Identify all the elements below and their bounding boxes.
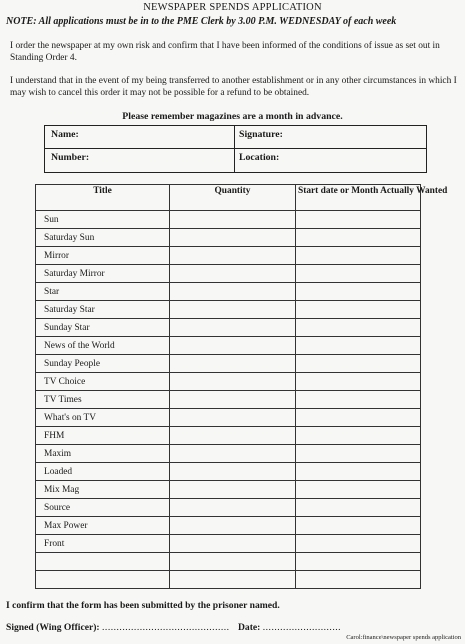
magazine-reminder: Please remember magazines are a month in advance. (122, 111, 343, 122)
table-row (36, 265, 421, 283)
table-row (36, 571, 421, 589)
publication-title-cell: TV Choice (36, 373, 170, 391)
quantity-cell[interactable] (170, 337, 296, 355)
file-reference: Carol:finance\newspaper spends application (346, 634, 461, 641)
publication-title-cell: FHM (36, 427, 170, 445)
publication-title-cell: What's on TV (36, 409, 170, 427)
publication-title-cell: Mix Mag (36, 481, 170, 499)
start-date-cell[interactable] (296, 265, 421, 283)
quantity-cell[interactable] (170, 211, 296, 229)
table-row (36, 535, 421, 553)
table-row (36, 481, 421, 499)
start-date-cell[interactable] (296, 571, 421, 589)
signed-label: Signed (Wing Officer): (6, 622, 100, 633)
start-date-cell[interactable] (296, 319, 421, 337)
table-row (36, 553, 421, 571)
quantity-cell[interactable] (170, 247, 296, 265)
start-date-cell[interactable] (296, 283, 421, 301)
quantity-cell[interactable] (170, 283, 296, 301)
publication-title-cell: Saturday Star (36, 301, 170, 319)
quantity-cell[interactable] (170, 499, 296, 517)
start-date-cell[interactable] (296, 247, 421, 265)
publication-title-cell: Mirror (36, 247, 170, 265)
signature-line (6, 622, 341, 633)
publication-title-cell: Sunday People (36, 355, 170, 373)
title-column-header: Title (36, 185, 170, 211)
table-row (36, 337, 421, 355)
divider-horizontal (45, 148, 426, 149)
refund-paragraph: I understand that in the event of my being transferred to another establishment or in any other circumstances in which I may wish to cancel this order it may not be possible for a refund to be obtained. (10, 76, 457, 98)
start-date-cell[interactable] (296, 517, 421, 535)
quantity-cell[interactable] (170, 445, 296, 463)
publication-title-cell: Max Power (36, 517, 170, 535)
table-row (36, 355, 421, 373)
start-date-cell[interactable] (296, 337, 421, 355)
table-row (36, 373, 421, 391)
quantity-cell[interactable] (170, 427, 296, 445)
table-row (36, 247, 421, 265)
start-date-cell[interactable] (296, 301, 421, 319)
start-date-cell[interactable] (296, 463, 421, 481)
quantity-cell[interactable] (170, 463, 296, 481)
signed-dots: ............................................ (102, 622, 230, 633)
table-row (36, 499, 421, 517)
quantity-cell[interactable] (170, 481, 296, 499)
start-date-cell[interactable] (296, 211, 421, 229)
start-date-cell[interactable] (296, 553, 421, 571)
confirmation-statement: I confirm that the form has been submitted by the prisoner named. (6, 600, 280, 611)
table-header-row (36, 185, 421, 211)
start-date-cell[interactable] (296, 427, 421, 445)
number-label: Number: (51, 152, 90, 163)
quantity-cell[interactable] (170, 319, 296, 337)
date-label: Date: (237, 622, 261, 633)
quantity-cell[interactable] (170, 535, 296, 553)
order-table (35, 184, 448, 589)
table-row (36, 409, 421, 427)
start-date-column-header: Start date or Month Actually Wanted (296, 185, 421, 211)
publication-title-cell (36, 571, 170, 589)
table-row (36, 283, 421, 301)
publication-title-cell: News of the World (36, 337, 170, 355)
quantity-cell[interactable] (170, 355, 296, 373)
start-date-cell[interactable] (296, 373, 421, 391)
table-row (36, 517, 421, 535)
quantity-cell[interactable] (170, 553, 296, 571)
publication-title-cell: Saturday Mirror (36, 265, 170, 283)
table-row (36, 427, 421, 445)
quantity-cell[interactable] (170, 571, 296, 589)
publication-title-cell (36, 553, 170, 571)
name-label: Name: (51, 129, 79, 140)
publication-title-cell: Saturday Sun (36, 229, 170, 247)
deadline-note: NOTE: All applications must be in to the PME Clerk by 3.00 P.M. WEDNESDAY of each week (6, 16, 397, 27)
table-row (36, 445, 421, 463)
start-date-cell[interactable] (296, 229, 421, 247)
start-date-cell[interactable] (296, 355, 421, 373)
quantity-cell[interactable] (170, 229, 296, 247)
start-date-cell[interactable] (296, 535, 421, 553)
table-row (36, 211, 421, 229)
publication-title-cell: Star (36, 283, 170, 301)
quantity-column-header: Quantity (170, 185, 296, 211)
start-date-cell[interactable] (296, 391, 421, 409)
divider-vertical (234, 126, 235, 172)
publication-title-cell: TV Times (36, 391, 170, 409)
location-label: Location: (239, 152, 280, 163)
date-dots: ........................... (262, 622, 342, 633)
quantity-cell[interactable] (170, 517, 296, 535)
signature-label: Signature: (239, 129, 283, 140)
table-row (36, 229, 421, 247)
form-title: NEWSPAPER SPENDS APPLICATION (143, 2, 322, 13)
start-date-cell[interactable] (296, 499, 421, 517)
quantity-cell[interactable] (170, 301, 296, 319)
publication-title-cell: Loaded (36, 463, 170, 481)
table-row (36, 391, 421, 409)
table-row (36, 301, 421, 319)
quantity-cell[interactable] (170, 391, 296, 409)
risk-paragraph: I order the newspaper at my own risk and confirm that I have been informed of the conditions of issue as set out in Standing Order 4. (10, 41, 440, 63)
publication-title-cell: Source (36, 499, 170, 517)
person-details-box (44, 125, 427, 173)
publication-title-cell: Sunday Star (36, 319, 170, 337)
table-row (36, 319, 421, 337)
quantity-cell[interactable] (170, 373, 296, 391)
publication-title-cell: Sun (36, 211, 170, 229)
start-date-cell[interactable] (296, 409, 421, 427)
quantity-cell[interactable] (170, 265, 296, 283)
publication-title-cell: Maxim (36, 445, 170, 463)
start-date-cell[interactable] (296, 445, 421, 463)
start-date-cell[interactable] (296, 481, 421, 499)
publication-title-cell: Front (36, 535, 170, 553)
table-row (36, 463, 421, 481)
quantity-cell[interactable] (170, 409, 296, 427)
